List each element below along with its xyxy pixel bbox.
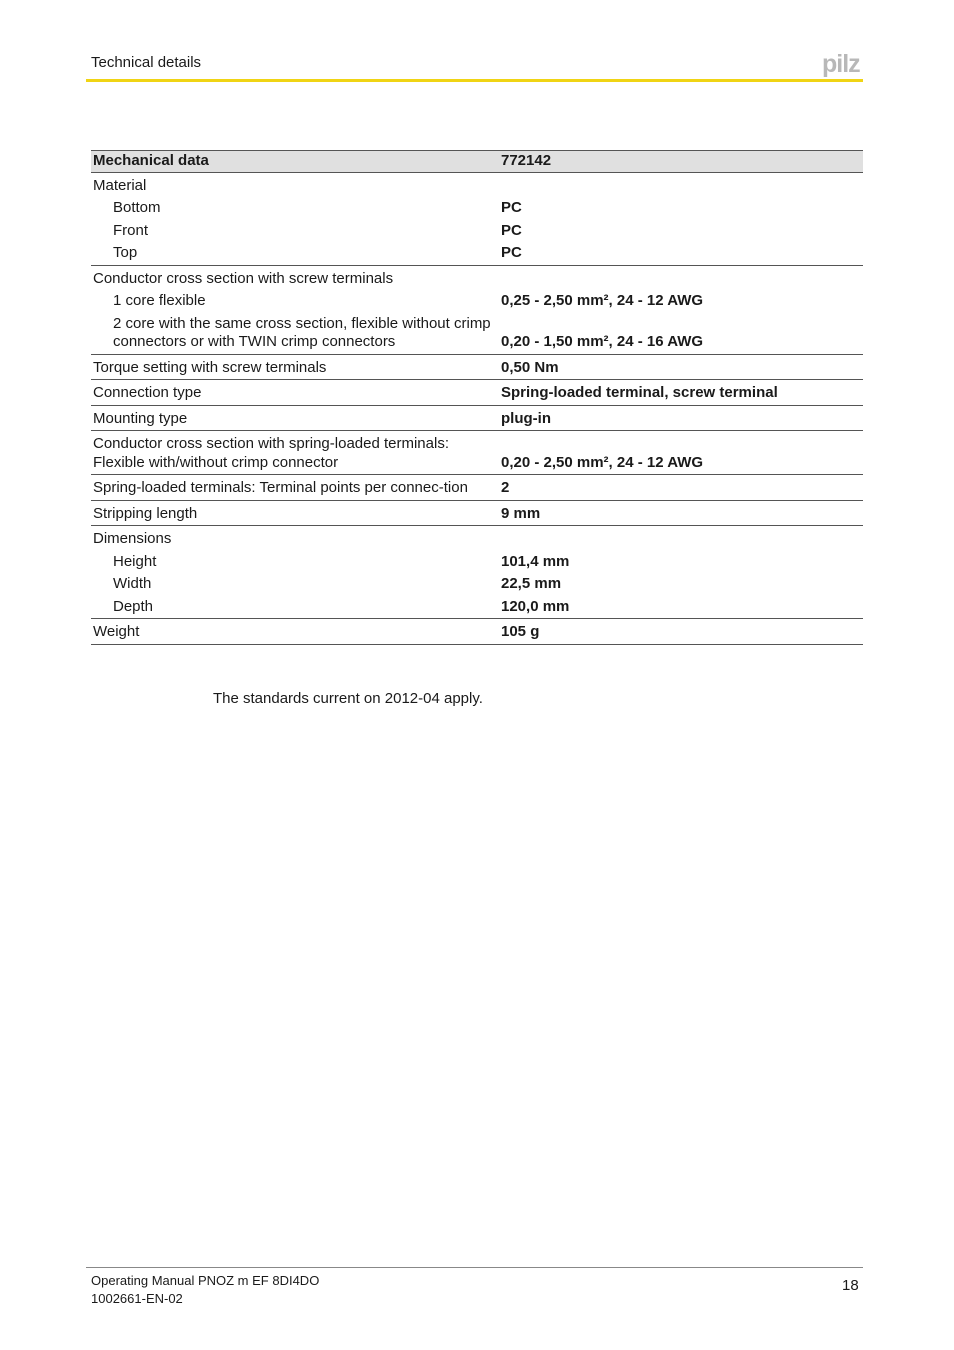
row-value: 0,20 - 1,50 mm², 24 - 16 AWG	[499, 313, 863, 355]
row-value: 120,0 mm	[499, 596, 863, 619]
row-label: Top	[91, 242, 499, 265]
footer-manual-title: Operating Manual PNOZ m EF 8DI4DO	[91, 1273, 320, 1288]
header-rule	[86, 79, 863, 82]
row-value: 101,4 mm	[501, 552, 570, 570]
table-row	[91, 242, 863, 265]
table-row	[91, 551, 863, 574]
row-label: Front	[113, 221, 149, 239]
row-label: Conductor cross section with spring-loaded terminals: Flexible with/without crimp connector	[91, 431, 499, 475]
page-header-title: Technical details	[91, 54, 202, 71]
row-value: 2	[499, 475, 863, 501]
row-value: Spring-loaded terminal, screw terminal	[499, 380, 863, 406]
row-value	[499, 265, 863, 290]
table-row	[91, 313, 863, 355]
row-value: plug-in	[499, 405, 863, 431]
row-value: PC	[499, 242, 863, 265]
row-value: 22,5 mm	[501, 575, 562, 592]
row-label: Mounting type	[91, 405, 499, 431]
row-value: PC	[501, 221, 522, 239]
table-row	[91, 290, 863, 313]
row-value: 9 mm	[499, 500, 863, 526]
table-row	[91, 475, 863, 501]
pilz-logo	[822, 50, 866, 78]
table-row	[91, 220, 863, 243]
row-label: 1 core flexible	[113, 292, 206, 309]
row-label: Connection type	[91, 380, 499, 406]
row-label: 2 core with the same cross section, flexible without crimp connectors or with TWIN crimp connectors	[91, 313, 499, 355]
table-header-label: Mechanical data	[91, 151, 499, 173]
row-value	[499, 172, 863, 197]
table-row	[91, 265, 863, 290]
table-row	[91, 431, 863, 475]
table-row	[91, 172, 863, 197]
table-row	[91, 526, 863, 551]
row-value: 0,50 Nm	[499, 354, 863, 380]
footer-rule	[86, 1267, 863, 1268]
standards-note: The standards current on 2012-04 apply.	[213, 690, 483, 707]
table-row	[91, 405, 863, 431]
row-value	[499, 526, 863, 551]
row-label: Conductor cross section with screw terminals	[93, 269, 394, 287]
row-label: Depth	[91, 596, 499, 619]
table-row	[91, 197, 863, 220]
row-value: 0,25 - 2,50 mm², 24 - 12 AWG	[501, 292, 704, 309]
row-label: Weight	[91, 619, 499, 645]
row-value: 105 g	[499, 619, 863, 645]
page-number: 18	[842, 1277, 859, 1294]
row-label: Spring-loaded terminals: Terminal points per connec-tion	[91, 475, 499, 501]
row-value: PC	[501, 199, 522, 216]
footer-document-number: 1002661-EN-02	[91, 1291, 183, 1306]
row-label: Width	[113, 575, 152, 592]
mechanical-data-table	[91, 150, 863, 645]
row-label: Bottom	[113, 199, 161, 216]
row-value: 0,20 - 2,50 mm², 24 - 12 AWG	[499, 431, 863, 475]
row-label: Torque setting with screw terminals	[91, 354, 499, 380]
row-label: Dimensions	[93, 530, 172, 547]
table-header-value: 772142	[499, 151, 863, 173]
row-label: Material	[93, 176, 147, 194]
table-row	[91, 500, 863, 526]
table-row	[91, 354, 863, 380]
table-header-row	[91, 151, 863, 173]
table-row	[91, 596, 863, 619]
table-row	[91, 380, 863, 406]
table-row	[91, 573, 863, 596]
row-label: Stripping length	[91, 500, 499, 526]
svg-text:pilz: pilz	[822, 50, 860, 78]
row-label: Height	[113, 552, 157, 570]
table-row	[91, 619, 863, 645]
